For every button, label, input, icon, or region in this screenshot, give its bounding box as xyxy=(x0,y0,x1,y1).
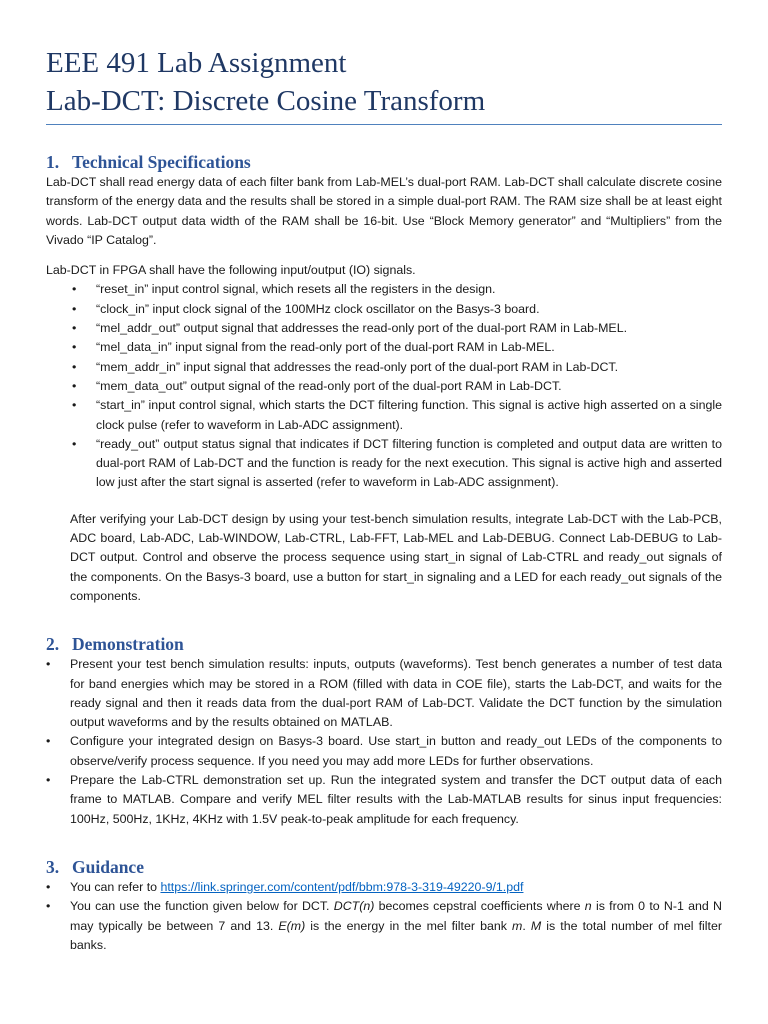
bullet-icon: • xyxy=(46,734,51,749)
guidance-item xyxy=(46,878,722,897)
section-1-number: 1. xyxy=(46,152,60,172)
document-page xyxy=(46,44,722,955)
bullet-icon: • xyxy=(72,340,77,355)
section-1-paragraph-1: Lab-DCT shall read energy data of each filter bank from Lab-MEL’s dual-port RAM. Lab-DCT shall calculate discrete cosine transform of the energy data and the results shall be stored in a simple dual-port RAM. The RAM size shall be at least eight words. Lab-DCT output data width of the RAM shall be 16-bit. Use “Block Memory generator” and “Multipliers” from the Vivado “IP Catalog”. xyxy=(46,175,722,247)
section-3-title: Guidance xyxy=(72,856,144,877)
demonstration-text: Present your test bench simulation results: inputs, outputs (waveforms). Test bench generates a number of test data for band energies which may be stored in a ROM (filled with data in COE file), starts the Lab-DCT, and waits for the ready signal and then it reads data from the dual-port RAM of Lab-DCT. Validate the DCT function by the simulation output waveforms and by the results obtained on MATLAB. xyxy=(70,657,722,730)
bullet-icon: • xyxy=(72,359,77,374)
springer-link[interactable]: https://link.springer.com/content/pdf/bbm:978-3-319-49220-9/1.pdf xyxy=(160,879,524,894)
var-m: m xyxy=(512,918,523,933)
bullet-icon: • xyxy=(72,282,77,297)
signal-item xyxy=(46,396,722,435)
demonstration-text: Configure your integrated design on Basys-3 board. Use start_in button and ready_out LEDs of the components to observe/verify process sequence. If you need you may add more LEDs for further observations. xyxy=(70,734,722,768)
signal-text: “mem_data_out” output signal of the read-only port of the dual-port RAM in Lab-DCT. xyxy=(96,378,562,393)
demonstration-item xyxy=(46,732,722,771)
section-3-heading xyxy=(46,856,722,878)
signal-text: “mel_data_in” input signal from the read-only port of the dual-port RAM in Lab-MEL. xyxy=(96,340,555,355)
signal-item xyxy=(46,300,722,319)
section-2-title: Demonstration xyxy=(72,634,184,655)
section-1-heading xyxy=(46,151,722,173)
bullet-icon: • xyxy=(46,773,51,788)
bullet-icon: • xyxy=(46,899,51,914)
guidance-text: . xyxy=(522,918,531,933)
demonstration-list xyxy=(46,655,722,829)
bullet-icon: • xyxy=(72,398,77,413)
signal-item xyxy=(46,358,722,377)
guidance-text: You can refer to xyxy=(70,879,161,894)
signal-text: “reset_in” input control signal, which resets all the registers in the design. xyxy=(96,282,496,297)
signal-text: “start_in” input control signal, which starts the DCT filtering function. This signal is active high asserted on a single clock pulse (refer to waveform in Lab-ADC assignment). xyxy=(96,398,722,432)
section-2-number: 2. xyxy=(46,634,60,655)
demonstration-text: Prepare the Lab-CTRL demonstration set up. Run the integrated system and transfer the DCT output data of each frame to MATLAB. Compare and verify MEL filter results with the Lab-MATLAB results for sinus input frequencies: 100Hz, 500Hz, 1KHz, 4KHz with 1.5V peak-to-peak amplitude for each frequency. xyxy=(70,773,722,826)
demonstration-item xyxy=(46,771,722,829)
signal-list xyxy=(46,280,722,492)
signal-item xyxy=(46,319,722,338)
guidance-item xyxy=(46,897,722,955)
bullet-icon: • xyxy=(46,657,51,672)
guidance-text: becomes cepstral coefficients where xyxy=(374,899,585,914)
var-dct-n: DCT(n) xyxy=(333,899,375,914)
signal-text: “mel_addr_out” output signal that addresses the read-only port of the dual-port RAM in Lab-MEL. xyxy=(96,321,628,336)
var-n: n xyxy=(584,899,592,914)
bullet-icon: • xyxy=(72,301,77,316)
signal-item xyxy=(46,338,722,357)
bullet-icon: • xyxy=(72,378,77,393)
guidance-text: is from 0 to N-1 and N may typically be between 7 and 13. xyxy=(70,899,723,933)
bullet-icon: • xyxy=(46,879,51,894)
title-line-1: EEE 491 Lab Assignment xyxy=(46,47,347,79)
section-1-paragraph-3: After verifying your Lab-DCT design by using your test-bench simulation results, integrate Lab-DCT with the Lab-PCB, ADC board, Lab-ADC, Lab-WINDOW, Lab-CTRL, Lab-FFT, Lab-MEL and Lab-DEBUG. Connect Lab-DEBUG to Lab-DCT output. Control and observe the process sequence using start_in signal of Lab-CTRL and ready_out signals of the components. On the Basys-3 board, use a button for start_in signaling and a LED for each ready_out signals of the components. xyxy=(70,511,722,603)
guidance-list xyxy=(46,878,722,955)
signal-item xyxy=(46,280,722,299)
bullet-icon: • xyxy=(72,436,77,451)
bullet-icon: • xyxy=(72,321,77,336)
guidance-text: is the energy in the mel filter bank xyxy=(305,918,513,933)
title-divider xyxy=(46,124,722,125)
section-3-number: 3. xyxy=(46,856,60,877)
signal-item xyxy=(46,435,722,493)
section-1-title: Technical Specifications xyxy=(72,152,251,172)
var-big-m: M xyxy=(530,918,542,933)
title-line-2: Lab-DCT: Discrete Cosine Transform xyxy=(46,85,486,117)
signal-item xyxy=(46,377,722,396)
signal-text: “mem_addr_in” input signal that addresses the read-only port of the dual-port RAM in Lab-DCT. xyxy=(96,359,619,374)
signal-text: “ready_out” output status signal that indicates if DCT filtering function is completed and output data are written to dual-port RAM of Lab-DCT and the function is ready for the next execution. This signal is active high and asserted low just after the start signal is asserted (refer to waveform in Lab-ADC assignment). xyxy=(96,436,722,490)
guidance-text: is the total number of mel filter banks. xyxy=(70,918,722,952)
document-title xyxy=(46,44,722,120)
section-2-heading xyxy=(46,633,722,655)
section-1-paragraph-2: Lab-DCT in FPGA shall have the following input/output (IO) signals. xyxy=(46,263,416,278)
var-e-m: E(m) xyxy=(278,918,306,933)
signal-text: “clock_in” input clock signal of the 100MHz clock oscillator on the Basys-3 board. xyxy=(96,301,540,316)
guidance-text: You can use the function given below for DCT. xyxy=(70,899,334,914)
demonstration-item xyxy=(46,655,722,732)
